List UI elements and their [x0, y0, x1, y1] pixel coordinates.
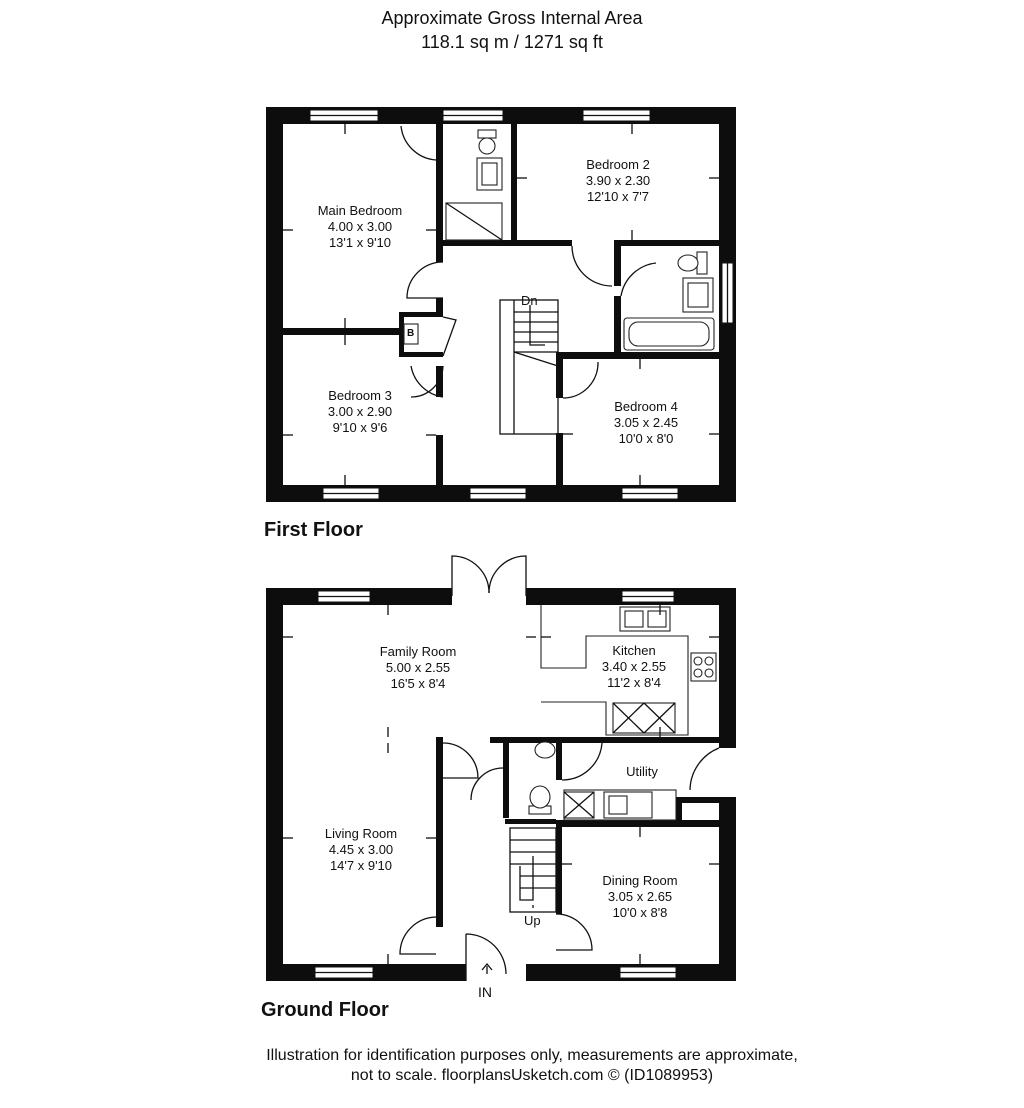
room-metric: 4.45 x 3.00 [328, 842, 394, 857]
room-imperial: 12'10 x 7'7 [586, 189, 650, 204]
room-kitchen [574, 643, 694, 691]
room-imperial: 10'0 x 8'0 [618, 431, 674, 446]
room-metric: 3.40 x 2.55 [601, 659, 667, 674]
room-metric: 3.90 x 2.30 [585, 173, 651, 188]
room-name: Bedroom 4 [614, 399, 678, 414]
room-bedroom-3 [300, 388, 420, 436]
room-name: Bedroom 2 [586, 157, 650, 172]
room-main-bedroom [300, 203, 420, 251]
room-metric: 3.05 x 2.45 [613, 415, 679, 430]
gross-area: 118.1 sq m / 1271 sq ft [421, 32, 603, 52]
room-imperial: 16'5 x 8'4 [390, 676, 446, 691]
stairs-down-label: Dn [521, 293, 538, 308]
room-utility [582, 764, 702, 780]
room-dining-room [580, 873, 700, 921]
entrance-label: IN [478, 984, 492, 1000]
room-metric: 3.05 x 2.65 [607, 889, 673, 904]
room-name: Family Room [379, 644, 457, 659]
disclaimer-line-2: not to scale. floorplansUsketch.com © (ID1089953) [350, 1067, 714, 1084]
room-living-room [301, 826, 421, 874]
room-name: Bedroom 3 [328, 388, 392, 403]
room-name: Dining Room [602, 873, 678, 888]
room-metric: 5.00 x 2.55 [385, 660, 451, 675]
room-name: Living Room [324, 826, 398, 841]
room-metric: 4.00 x 3.00 [327, 219, 393, 234]
room-name: Kitchen [612, 643, 656, 658]
room-bedroom-4 [586, 399, 706, 447]
disclaimer-line-1: Illustration for identification purposes only, measurements are approximate, [266, 1047, 798, 1064]
ground-floor-title: Ground Floor [261, 999, 389, 1021]
room-imperial: 14'7 x 9'10 [329, 858, 393, 873]
room-imperial: 10'0 x 8'8 [612, 905, 668, 920]
boiler-label: B [407, 328, 415, 339]
room-bedroom-2 [558, 157, 678, 205]
room-name: Utility [626, 764, 658, 779]
room-name: Main Bedroom [317, 203, 403, 218]
room-imperial: 11'2 x 8'4 [607, 675, 661, 690]
room-family-room [358, 644, 478, 692]
first-floor-title: First Floor [264, 519, 363, 541]
room-imperial: 13'1 x 9'10 [328, 235, 392, 250]
room-metric: 3.00 x 2.90 [327, 404, 393, 419]
stairs-up-label: Up [524, 913, 541, 928]
room-imperial: 9'10 x 9'6 [332, 420, 388, 435]
plan-title: Approximate Gross Internal Area [381, 8, 643, 28]
